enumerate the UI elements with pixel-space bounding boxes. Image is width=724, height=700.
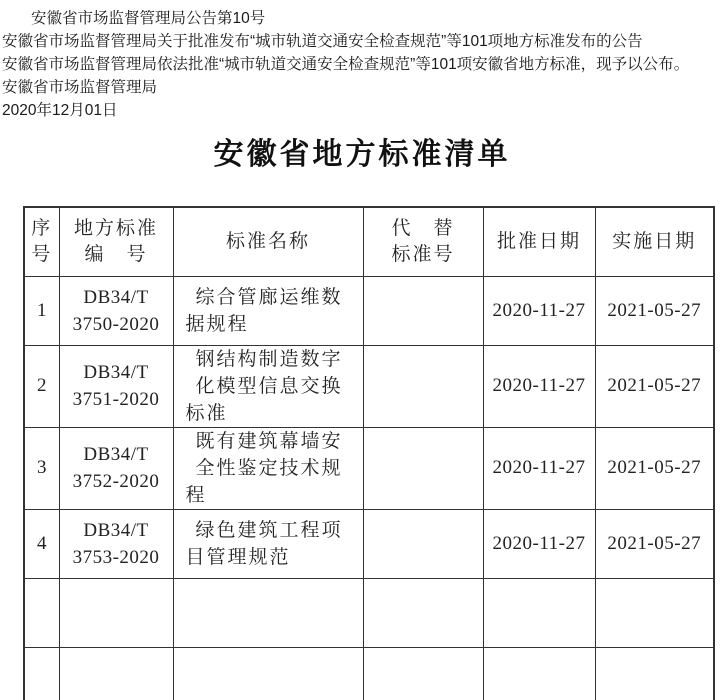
- cell-implementation-date: 2021-05-27: [595, 509, 714, 578]
- cell-approval-date: 2020-11-27: [483, 276, 595, 345]
- announcement-line-4: 安徽省市场监督管理局: [2, 79, 158, 96]
- cell-standard-name: 绿色建筑工程项目管理规范: [173, 509, 363, 578]
- cell-replaced-code: [363, 427, 483, 509]
- announcement-header: [0, 0, 724, 122]
- cell-standard-code: DB34/T 3750-2020: [59, 276, 173, 345]
- cell-standard-name: [173, 578, 363, 647]
- table-row: [24, 345, 714, 427]
- header-approval-date: 批准日期: [483, 207, 595, 276]
- cell-approval-date: [483, 647, 595, 700]
- cell-serial-number: 1: [24, 276, 59, 345]
- header-serial-number: 序 号: [24, 207, 59, 276]
- cell-approval-date: 2020-11-27: [483, 345, 595, 427]
- cell-standard-code: [59, 647, 173, 700]
- cell-standard-name: [173, 647, 363, 700]
- table-header-row: [24, 207, 714, 276]
- cell-replaced-code: [363, 578, 483, 647]
- table-row-empty: [24, 647, 714, 700]
- cell-approval-date: [483, 578, 595, 647]
- announcement-line-2: 安徽省市场监督管理局关于批准发布“城市轨道交通安全检查规范”等101项地方标准发布的公告: [2, 33, 643, 50]
- announcement-line-3: 安徽省市场监督管理局依法批准“城市轨道交通安全检查规范”等101项安徽省地方标准，现予以公布。: [2, 56, 690, 73]
- cell-implementation-date: 2021-05-27: [595, 427, 714, 509]
- cell-standard-code: DB34/T 3751-2020: [59, 345, 173, 427]
- standards-table: [23, 206, 715, 700]
- cell-replaced-code: [363, 509, 483, 578]
- cell-serial-number: [24, 578, 59, 647]
- header-standard-code: 地方标准 编 号: [59, 207, 173, 276]
- cell-serial-number: 2: [24, 345, 59, 427]
- cell-serial-number: 3: [24, 427, 59, 509]
- cell-standard-name: 钢结构制造数字化模型信息交换标准: [173, 345, 363, 427]
- cell-implementation-date: 2021-05-27: [595, 276, 714, 345]
- table-row: [24, 276, 714, 345]
- cell-serial-number: 4: [24, 509, 59, 578]
- cell-standard-name: 综合管廊运维数据规程: [173, 276, 363, 345]
- cell-approval-date: 2020-11-27: [483, 509, 595, 578]
- table-row: [24, 427, 714, 509]
- cell-serial-number: [24, 647, 59, 700]
- cell-implementation-date: [595, 647, 714, 700]
- cell-implementation-date: [595, 578, 714, 647]
- header-replaced-code: 代 替 标准号: [363, 207, 483, 276]
- table-row: [24, 509, 714, 578]
- cell-standard-code: DB34/T 3752-2020: [59, 427, 173, 509]
- header-standard-name: 标准名称: [173, 207, 363, 276]
- cell-replaced-code: [363, 276, 483, 345]
- cell-standard-code: DB34/T 3753-2020: [59, 509, 173, 578]
- announcement-line-5: 2020年12月01日: [2, 102, 118, 119]
- cell-standard-name: 既有建筑幕墙安全性鉴定技术规程: [173, 427, 363, 509]
- page-title: 安徽省地方标准清单: [213, 138, 511, 171]
- cell-replaced-code: [363, 647, 483, 700]
- announcement-line-1: 安徽省市场监督管理局公告第10号: [31, 10, 266, 27]
- cell-standard-code: [59, 578, 173, 647]
- header-implementation-date: 实施日期: [595, 207, 714, 276]
- cell-implementation-date: 2021-05-27: [595, 345, 714, 427]
- cell-replaced-code: [363, 345, 483, 427]
- table-row-empty: [24, 578, 714, 647]
- cell-approval-date: 2020-11-27: [483, 427, 595, 509]
